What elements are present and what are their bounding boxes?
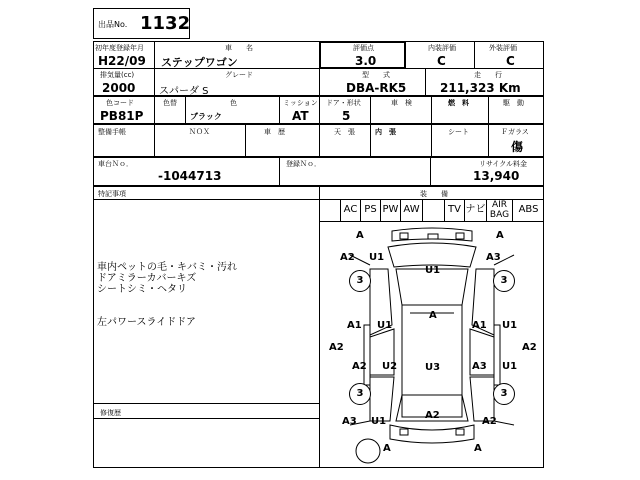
score-label: 評価点 — [353, 44, 374, 52]
dmg-right-u1: U1 — [502, 320, 518, 331]
nox-cell — [154, 124, 246, 157]
note-line-3: シートシミ・ヘタリ — [97, 284, 187, 295]
dmg-roof-u3: U3 — [425, 362, 441, 373]
door-cell — [319, 96, 371, 124]
car-diagram — [330, 225, 535, 465]
roof-label: 天 張 — [334, 128, 355, 136]
name-cell — [154, 41, 320, 69]
lot-box — [93, 8, 190, 39]
reg-label: 登録Ｎｏ． — [286, 160, 321, 168]
dmg-bl-a3: A3 — [342, 416, 357, 427]
dmg-hood-u1: U1 — [425, 265, 441, 276]
mileage-label: 走 行 — [474, 71, 502, 79]
eq-ac: AC — [341, 199, 361, 221]
color-value: ブラック — [190, 112, 222, 121]
dmg-br-a2: A2 — [482, 416, 497, 427]
dmg-left-u1: U1 — [377, 320, 393, 331]
color-cell — [185, 96, 280, 124]
eq-airbag: AIR BAG — [487, 199, 513, 221]
dmg-circle-right-bottom: 3 — [493, 383, 515, 405]
seat-label: シート — [448, 128, 469, 136]
eq-empty — [423, 199, 445, 221]
recycle-value: 13,940 — [473, 169, 520, 183]
eq-pw: PW — [381, 199, 401, 221]
color-code-label: 色コード — [106, 99, 134, 107]
dmg-fr-a3: A3 — [486, 252, 501, 263]
chassis-value: -1044713 — [158, 169, 222, 183]
mission-label: ミッション — [283, 99, 318, 107]
dmg-fl-a2: A2 — [340, 252, 355, 263]
score-value: 3.0 — [355, 54, 377, 68]
interior-label: 内装評価 — [428, 44, 456, 52]
reg-cell — [279, 157, 431, 186]
glass-value: 傷 — [511, 140, 524, 154]
dmg-rear-a2: A2 — [425, 410, 440, 421]
mileage-value: 211,323 Km — [440, 81, 521, 95]
exterior-value: C — [506, 54, 515, 68]
lot-number: 1132 — [140, 13, 191, 34]
seat-cell — [431, 124, 489, 157]
eq-navi: ナビ — [465, 199, 487, 221]
door-value: 5 — [342, 109, 351, 123]
dmg-bl-u1: U1 — [371, 416, 387, 427]
dmg-front-a: A — [356, 230, 364, 241]
dmg-roof-a: A — [429, 310, 437, 321]
dmg-rr-a3: A3 — [472, 361, 487, 372]
eq-aw: AW — [401, 199, 423, 221]
dmg-rl-a2: A2 — [352, 361, 367, 372]
glass-cell — [488, 124, 544, 157]
note-line-5: 左パワースライドドア — [97, 317, 196, 328]
grade-cell — [154, 68, 320, 96]
exterior-label: 外装評価 — [489, 44, 517, 52]
dmg-rr-u1: U1 — [502, 361, 518, 372]
mileage-cell — [425, 68, 544, 96]
score-cell — [319, 41, 406, 69]
eq-tv: TV — [445, 199, 465, 221]
dmg-left-a2: A2 — [329, 342, 344, 353]
eq-abs: ABS — [518, 204, 539, 215]
drive-label: 駆 動 — [503, 99, 524, 107]
nox-label: ＮＯＸ — [189, 128, 210, 136]
note-line-1: 車内ペットの毛・キバミ・汚れ — [97, 262, 237, 273]
dmg-bottom-a-2: A — [474, 443, 482, 454]
dmg-front-a-2: A — [496, 230, 504, 241]
notes-label: 特記事項 — [98, 190, 126, 198]
drive-cell — [488, 96, 544, 124]
notes-box — [93, 186, 320, 404]
year-label: 初年度登録年月 — [95, 44, 144, 52]
interior-cover-cell — [370, 124, 432, 157]
model-label: 型 式 — [362, 71, 390, 79]
dmg-right-a2: A2 — [522, 342, 537, 353]
eq-ps: PS — [361, 199, 381, 221]
chassis-cell — [93, 157, 280, 186]
dmg-circle-left-bottom: 3 — [349, 383, 371, 405]
color-label: 色 — [230, 99, 237, 107]
dmg-circle-left-top: 3 — [349, 270, 371, 292]
grade-label: グレード — [225, 71, 253, 79]
history-label: 車 歴 — [264, 128, 285, 136]
color-code-cell — [93, 96, 155, 124]
model-cell — [319, 68, 426, 96]
dmg-right-a1: A1 — [472, 320, 487, 331]
dmg-fl-u1: U1 — [369, 252, 385, 263]
chassis-label: 車台Ｎｏ． — [98, 160, 133, 168]
fuel-label: 燃 料 — [448, 99, 469, 107]
door-label: ドア・形状 — [326, 99, 361, 107]
history-cell — [245, 124, 320, 157]
color-type-cell — [154, 96, 186, 124]
interior-value: C — [437, 54, 446, 68]
color-code-value: PB81P — [100, 109, 144, 123]
model-value: DBA-RK5 — [346, 81, 407, 95]
recycle-cell — [430, 157, 544, 186]
inspection-cell — [370, 96, 432, 124]
fuel-cell — [431, 96, 489, 124]
equipment-label: 装 備 — [420, 190, 448, 198]
lot-label: 出品No. — [98, 20, 128, 29]
dmg-bottom-a: A — [383, 443, 391, 454]
color-type-label: 色替 — [163, 99, 177, 107]
notes-header-line — [93, 199, 320, 200]
displacement-label: 排気量(cc) — [100, 71, 135, 79]
grade-value: スパーダ S — [159, 86, 209, 97]
glass-label: Ｆガラス — [501, 128, 529, 136]
repair-box — [93, 403, 320, 468]
dmg-rl-u2: U2 — [382, 361, 398, 372]
dmg-left-a1: A1 — [347, 320, 362, 331]
equipment-row — [319, 199, 544, 222]
inspection-label: 車 検 — [391, 99, 412, 107]
displacement-cell — [93, 68, 155, 96]
name-label: 車 名 — [225, 44, 253, 52]
interior-cover-label: 内 張 — [375, 128, 396, 136]
exterior-cell — [474, 41, 544, 69]
recycle-label: リサイクル料金 — [479, 160, 528, 168]
mission-value: AT — [292, 109, 309, 123]
roof-cell — [319, 124, 371, 157]
manual-cell — [93, 124, 155, 157]
dmg-circle-right-top: 3 — [493, 270, 515, 292]
mission-cell — [279, 96, 320, 124]
eq-blank — [319, 199, 341, 221]
note-line-2: ドアミラーカバーキズ — [97, 273, 197, 284]
interior-cell — [405, 41, 475, 69]
manual-label: 整備手帳 — [98, 128, 126, 136]
repair-header-line — [93, 418, 320, 419]
name-value: ステップワゴン — [161, 56, 238, 69]
year-cell — [93, 41, 155, 69]
year-value: H22/09 — [98, 54, 146, 68]
repair-label: 修復歴 — [100, 409, 121, 417]
displacement-value: 2000 — [102, 81, 136, 95]
